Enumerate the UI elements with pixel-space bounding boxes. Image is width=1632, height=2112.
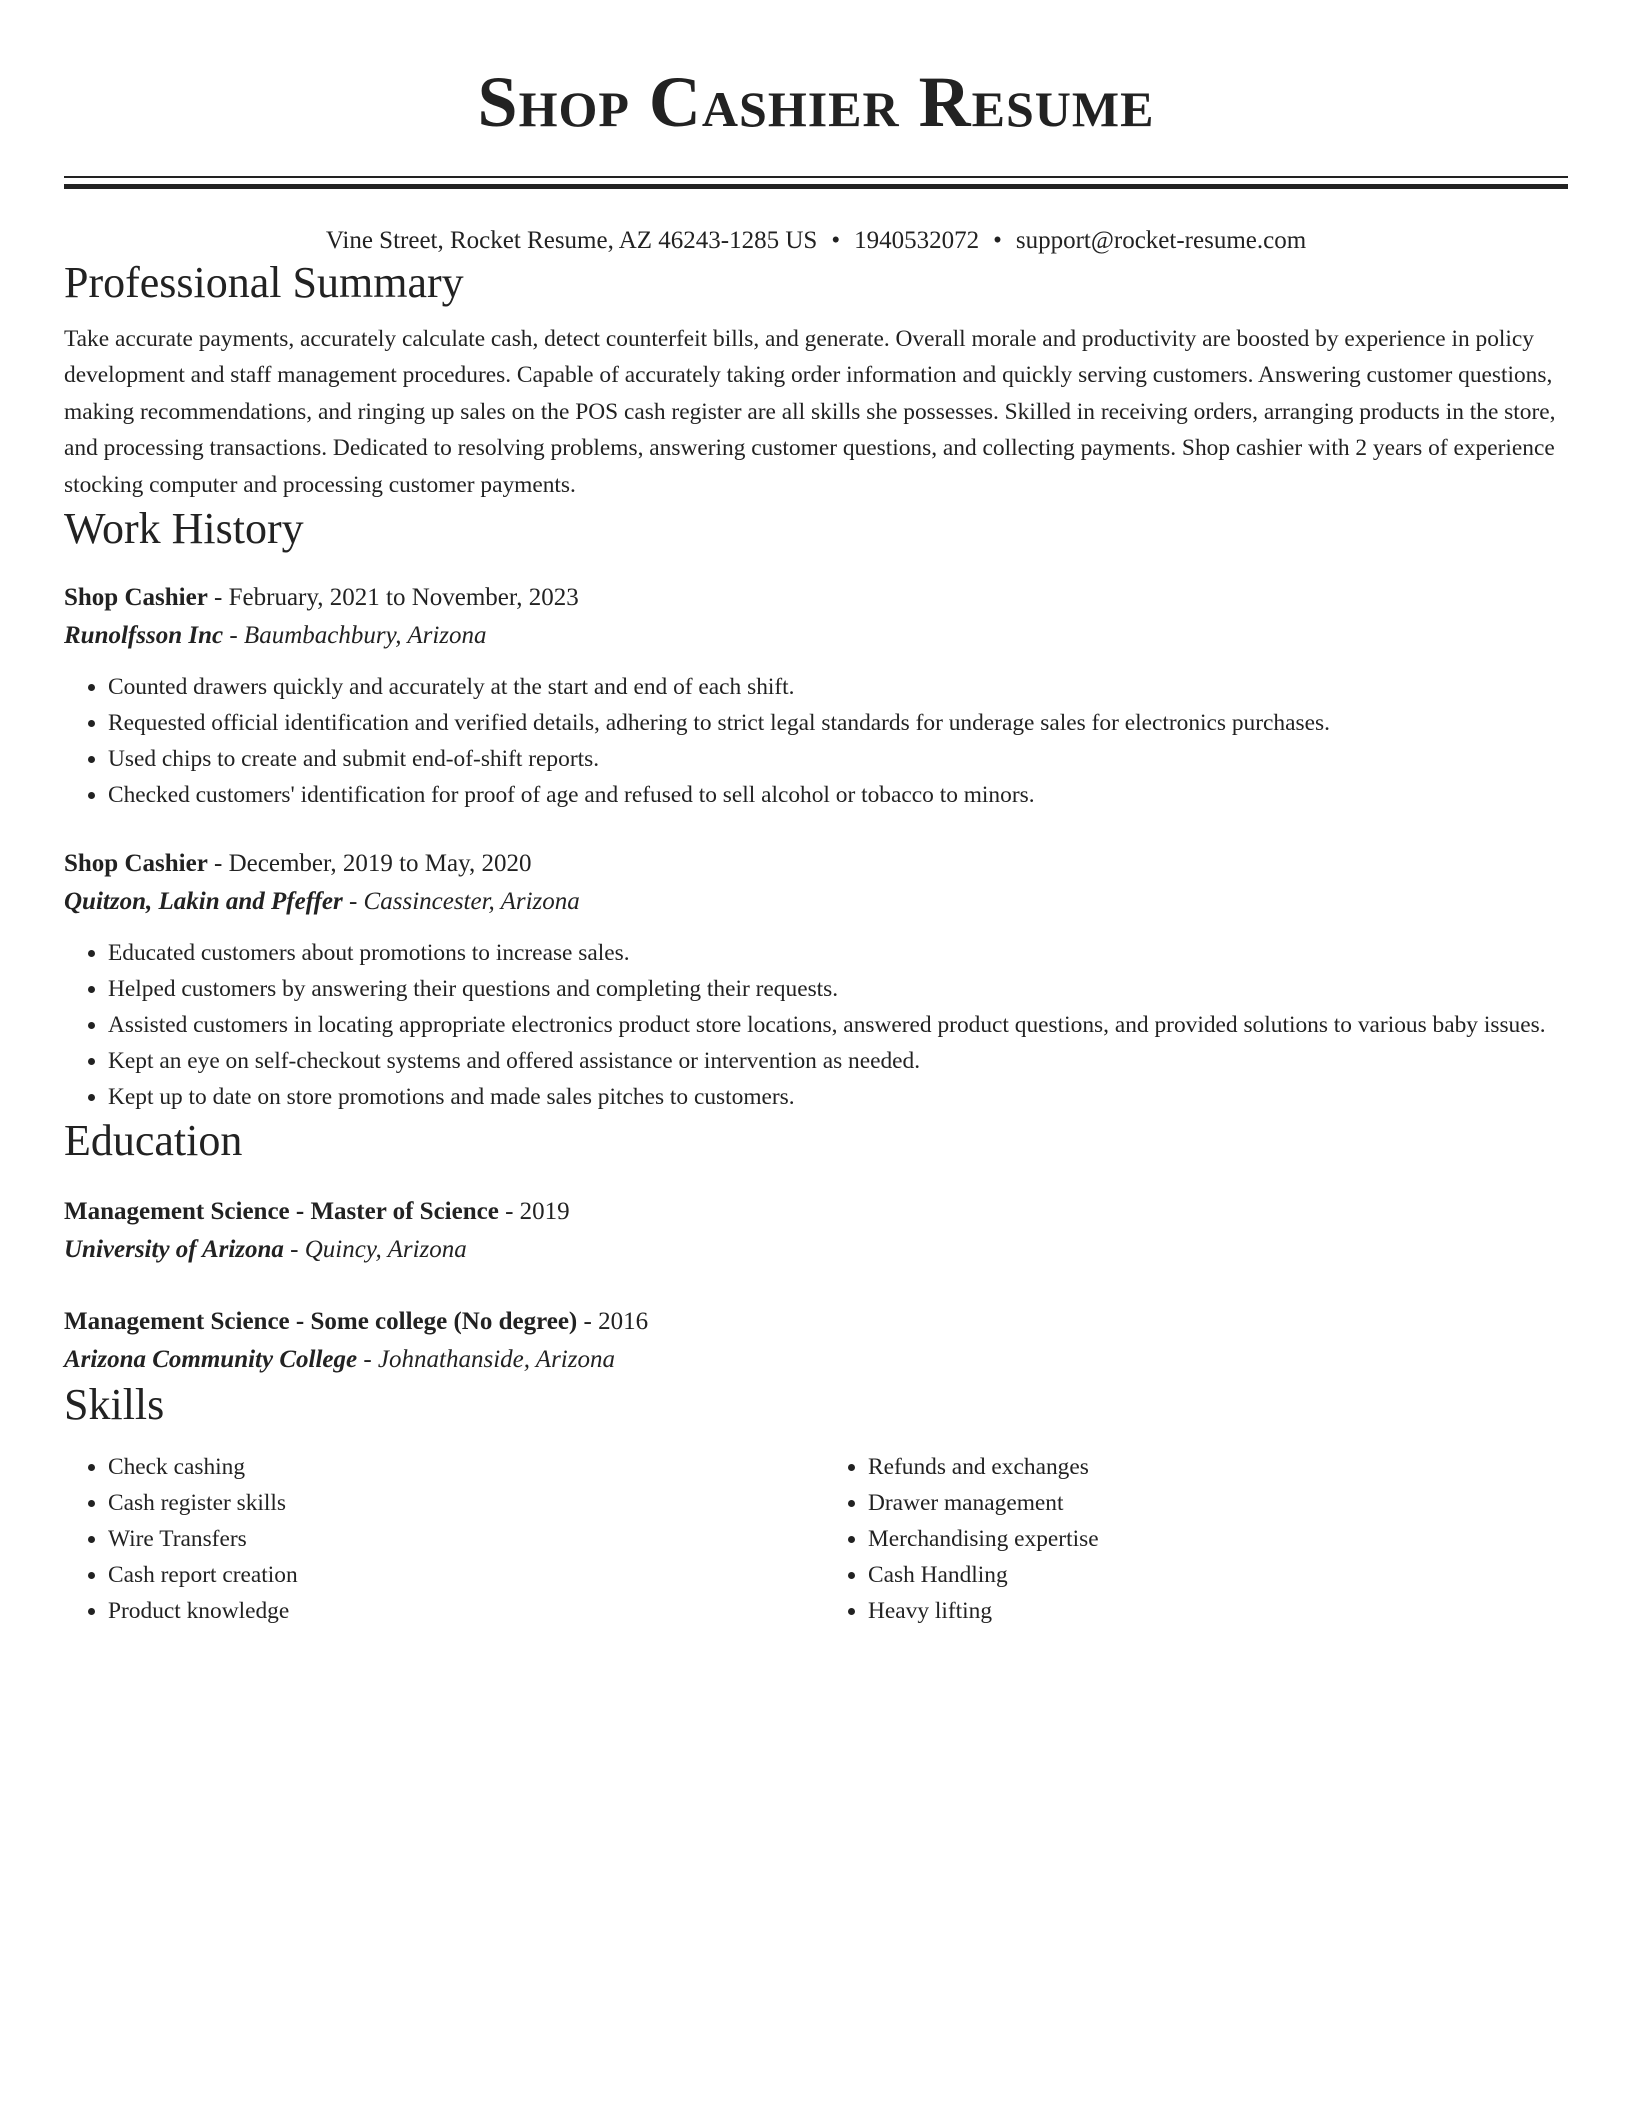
job-employer — [64, 617, 1568, 655]
title-divider-thick — [64, 184, 1568, 189]
job-duty: • Assisted customers in locating appropriate electronics product store locations, answered product questions, and provided solutions to various baby issues. — [108, 1007, 1568, 1043]
job-dates: - December, 2019 to May, 2020 — [207, 850, 532, 878]
skill-item: • Cash register skills — [108, 1485, 808, 1521]
education-school: Arizona Community College — [64, 1346, 358, 1374]
contact-separator: • — [993, 227, 1002, 254]
skill-item: • Merchandising expertise — [868, 1521, 1568, 1557]
education-year: - 2016 — [577, 1308, 649, 1336]
job-location: - Baumbachbury, Arizona — [223, 622, 487, 650]
job-dates: - February, 2021 to November, 2023 — [207, 584, 579, 612]
education-institution — [64, 1231, 1568, 1269]
work-history-heading: Work History — [64, 504, 304, 554]
contact-line — [64, 225, 1568, 257]
job-duty: • Used chips to create and submit end-of-shift reports. — [108, 741, 1568, 777]
skill-item: • Cash report creation — [108, 1557, 808, 1593]
summary-text: Take accurate payments, accurately calculate cash, detect counterfeit bills, and generate. Overall morale and productivity are boosted by experience in policy development and staff management procedures. Capable of accurately taking order information and quickly serving customers. Answering customer questions, making recommendations, and ringing up sales on the POS cash register are all skills she possesses. Skilled in receiving orders, arranging products in the store, and processing transactions. Dedicated to resolving problems, answering customer questions, and collecting payments. Shop cashier with 2 years of experience stocking computer and processing customer payments. — [64, 326, 1556, 498]
education-header — [64, 1303, 1568, 1341]
job-employer — [64, 883, 1568, 921]
job-company: Runolfsson Inc — [64, 622, 224, 650]
job-location: - Cassincester, Arizona — [342, 888, 580, 916]
job-role: Shop Cashier — [64, 584, 208, 612]
job-duties-list — [64, 669, 1568, 813]
education-degree: Management Science - Master of Science — [64, 1198, 499, 1226]
job-duty: • Requested official identification and verified details, adhering to strict legal standards for underage sales for electronics purchases. — [108, 705, 1568, 741]
job-duty: • Kept an eye on self-checkout systems and offered assistance or intervention as needed. — [108, 1043, 1568, 1079]
title-divider-thin — [64, 176, 1568, 178]
education-location: - Johnathanside, Arizona — [357, 1346, 615, 1374]
education-header — [64, 1193, 1568, 1231]
contact-phone: 1940532072 — [854, 227, 980, 254]
skills-heading: Skills — [64, 1380, 165, 1430]
job-entry — [64, 845, 1568, 1115]
job-duty: • Counted drawers quickly and accurately at the start and end of each shift. — [108, 669, 1568, 705]
job-header — [64, 579, 1568, 617]
contact-email: support@rocket-resume.com — [1015, 227, 1307, 254]
skill-item: • Product knowledge — [108, 1593, 808, 1629]
job-duty: • Kept up to date on store promotions and made sales pitches to customers. — [108, 1079, 1568, 1115]
contact-separator: • — [831, 227, 841, 254]
job-entry — [64, 579, 1568, 813]
education-institution — [64, 1341, 1568, 1379]
job-header — [64, 845, 1568, 883]
skills-grid — [64, 1449, 1568, 1629]
job-company: Quitzon, Lakin and Pfeffer — [64, 888, 343, 916]
summary-heading: Professional Summary — [64, 258, 464, 307]
job-duty: • Helped customers by answering their questions and completing their requests. — [108, 971, 1568, 1007]
skill-item: • Cash Handling — [868, 1557, 1568, 1593]
job-duty: • Educated customers about promotions to increase sales. — [108, 935, 1568, 971]
education-entry — [64, 1303, 1568, 1379]
education-school: University of Arizona — [64, 1236, 284, 1264]
skill-item: • Drawer management — [868, 1485, 1568, 1521]
skill-item: • Check cashing — [108, 1449, 808, 1485]
resume-page — [64, 0, 1568, 1629]
resume-title: Shop Cashier Resume — [477, 62, 1155, 142]
job-duties-list — [64, 935, 1568, 1115]
skills-list-right — [808, 1449, 1568, 1629]
skill-item: • Heavy lifting — [868, 1593, 1568, 1629]
skill-item: • Wire Transfers — [108, 1521, 808, 1557]
education-year: - 2019 — [498, 1198, 570, 1226]
education-entry — [64, 1193, 1568, 1269]
job-role: Shop Cashier — [64, 850, 208, 878]
contact-address: Vine Street, Rocket Resume, AZ 46243-1285 US — [325, 227, 818, 254]
education-location: - Quincy, Arizona — [283, 1236, 467, 1264]
education-degree: Management Science - Some college (No degree) — [64, 1308, 578, 1336]
job-duty: • Checked customers' identification for proof of age and refused to sell alcohol or tobacco to minors. — [108, 777, 1568, 813]
skill-item: • Refunds and exchanges — [868, 1449, 1568, 1485]
education-heading: Education — [64, 1116, 243, 1166]
skills-list-left — [64, 1449, 808, 1629]
